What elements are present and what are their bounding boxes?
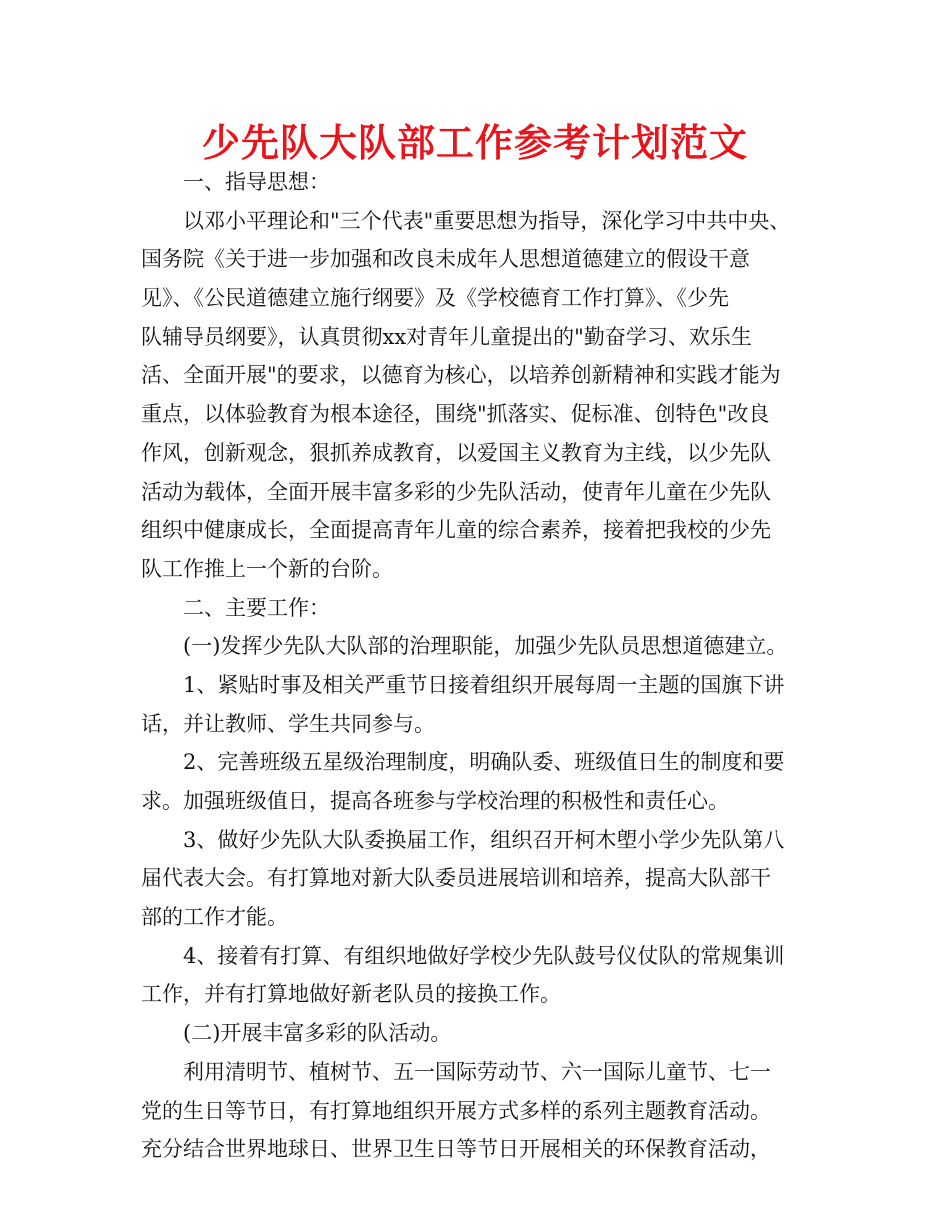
body-line: 届代表大会。有打算地对新大队委员进展培训和培养，提高大队部干 <box>141 866 771 891</box>
document-body <box>141 163 821 1169</box>
body-line: 话，并让教师、学生共同参与。 <box>141 711 435 736</box>
body-line: 国务院《关于进一步加强和改良未成年人思想道德建立的假设干意 <box>141 247 750 272</box>
body-line: 作风，创新观念，狠抓养成教育，以爱国主义教育为主线，以少先队 <box>141 440 771 465</box>
body-line: 一、指导思想： <box>183 170 330 194</box>
body-line: 二、主要工作： <box>183 595 330 620</box>
body-line: 见》、《公民道德建立施行纲要》及《学校德育工作打算》、《少先 <box>141 286 729 311</box>
body-line: 重点，以体验教育为根本途径，围绕"抓落实、促标准、创特色"改良 <box>141 402 770 427</box>
body-line: 充分结合世界地球日、世界卫生日等节日开展相关的环保教育活动， <box>141 1137 771 1162</box>
body-line: 队工作推上一个新的台阶。 <box>141 556 393 581</box>
body-line: 部的工作才能。 <box>141 905 288 930</box>
body-line: 队辅导员纲要》，认真贯彻xx对青年儿童提出的"勤奋学习、欢乐生 <box>141 324 752 349</box>
body-line: 工作，并有打算地做好新老队员的接换工作。 <box>141 982 561 1007</box>
document-title: 少先队大队部工作参考计划范文 <box>201 121 748 165</box>
body-line: (一)发挥少先队大队部的治理职能，加强少先队员思想道德建立。 <box>183 634 788 659</box>
body-line: 1、紧贴时事及相关严重节日接着组织开展每周一主题的国旗下讲 <box>183 672 785 697</box>
body-line: 3、做好少先队大队委换届工作，组织召开柯木塱小学少先队第八 <box>183 827 785 852</box>
body-line: 2、完善班级五星级治理制度，明确队委、班级值日生的制度和要 <box>183 750 785 775</box>
body-line: 党的生日等节日，有打算地组织开展方式多样的系列主题教育活动。 <box>141 1098 771 1123</box>
body-line: 求。加强班级值日，提高各班参与学校治理的积极性和责任心。 <box>141 789 729 813</box>
body-line: 利用清明节、植树节、五一国际劳动节、六一国际儿童节、七一 <box>183 1059 771 1084</box>
body-line: (二)开展丰富多彩的队活动。 <box>183 1021 452 1046</box>
body-line: 活动为载体，全面开展丰富多彩的少先队活动，使青年儿童在少先队 <box>141 479 771 504</box>
body-line: 活、全面开展"的要求，以德育为核心，以培养创新精神和实践才能为 <box>141 363 781 388</box>
body-line: 4、接着有打算、有组织地做好学校少先队鼓号仪仗队的常规集训 <box>183 943 785 968</box>
body-line: 组织中健康成长，全面提高青年儿童的综合素养，接着把我校的少先 <box>141 518 771 543</box>
body-line: 以邓小平理论和"三个代表"重要思想为指导，深化学习中共中央、 <box>183 208 791 233</box>
